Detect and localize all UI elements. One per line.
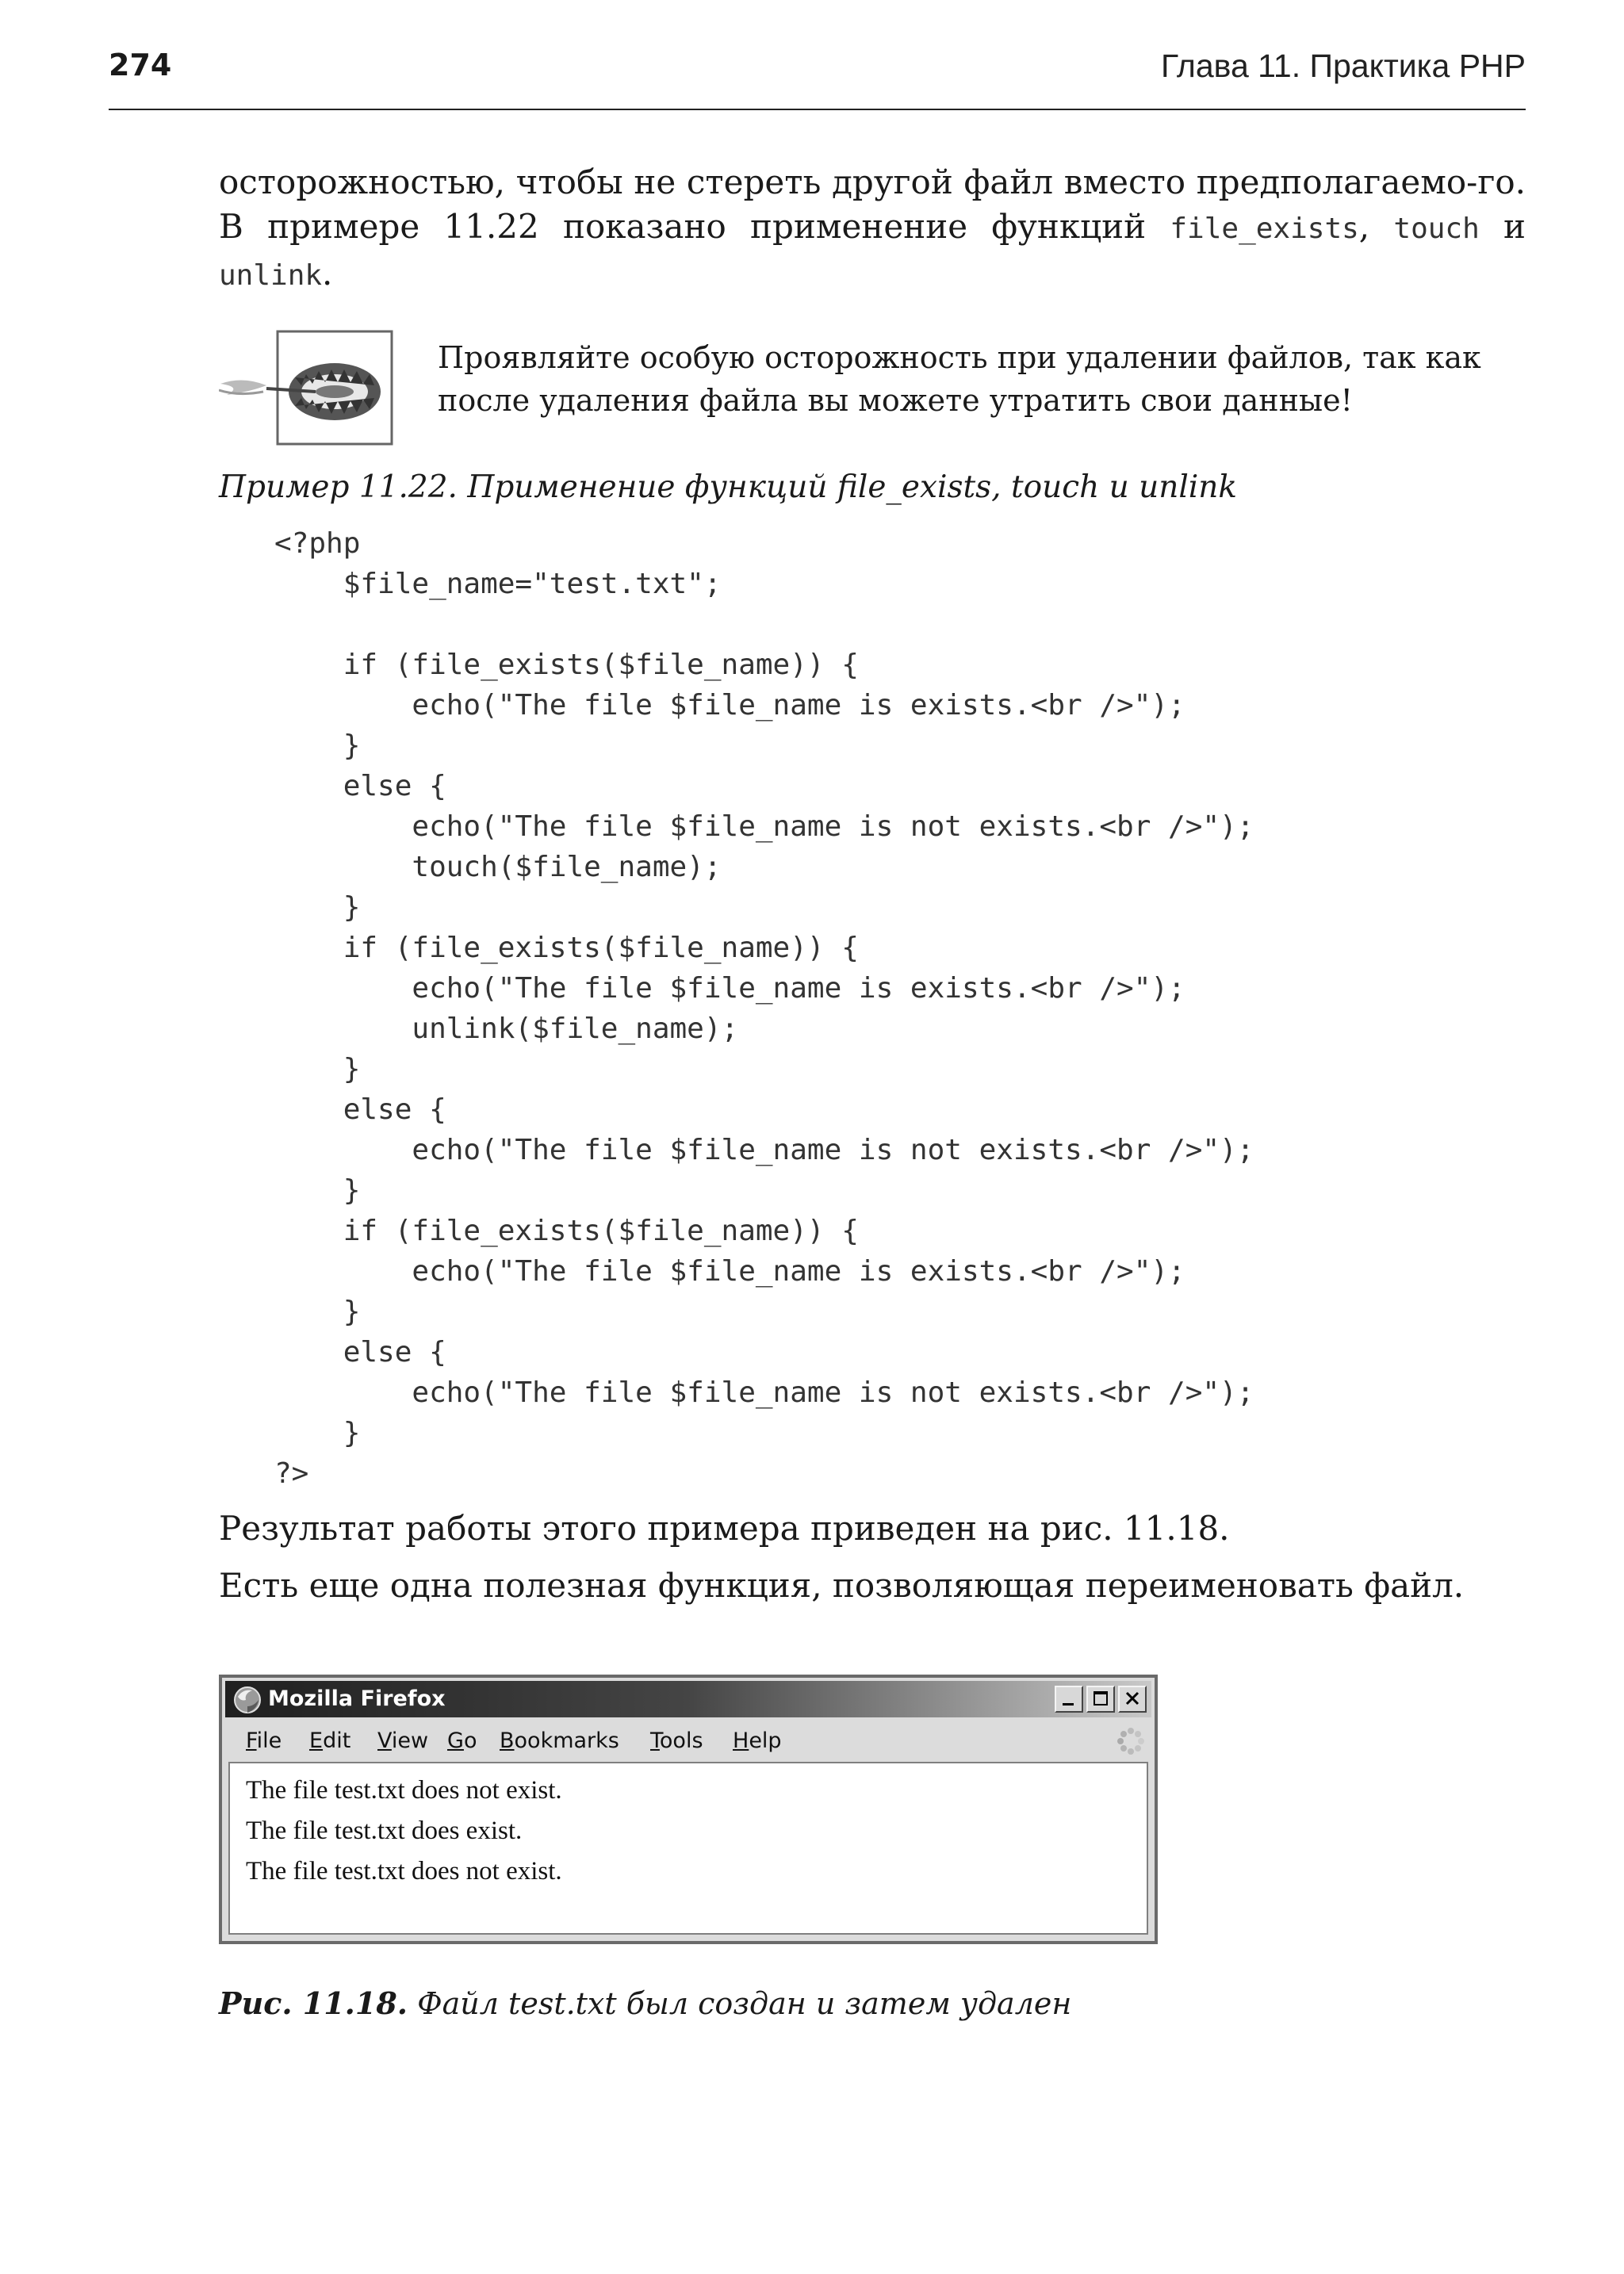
code-line: <?php xyxy=(274,527,361,560)
inline-code-unlink: unlink xyxy=(219,259,323,292)
code-line: echo("The file $file_name is not exists.<br />"); xyxy=(274,1376,1254,1409)
close-button[interactable] xyxy=(1118,1686,1147,1713)
figure-caption xyxy=(219,1985,1071,2021)
intro-text: осторожностью, чтобы не стереть другой файл вместо предполагаемо-го. В примере 11.22 показано применение функций xyxy=(219,163,1526,246)
figure-label: Рис. 11.18. xyxy=(219,1985,408,2021)
result-paragraph: Результат работы этого примера приведен на рис. 11.18. xyxy=(219,1509,1230,1548)
code-line: if (file_exists($file_name)) { xyxy=(274,649,859,681)
code-line xyxy=(274,604,1254,645)
close-icon xyxy=(1120,1687,1145,1711)
menu-edit[interactable]: Edit xyxy=(309,1728,351,1753)
menu-help[interactable]: Help xyxy=(733,1728,782,1753)
warning-text: Проявляйте особую осторожность при удалении файлов, так как после удаления файла вы можете утратить свои данные! xyxy=(438,340,1481,418)
maximize-icon xyxy=(1088,1687,1113,1711)
code-line: if (file_exists($file_name)) { xyxy=(274,1215,859,1247)
intro-end: . xyxy=(322,254,333,293)
code-line: if (file_exists($file_name)) { xyxy=(274,932,859,964)
menu-bar xyxy=(225,1721,1151,1759)
example-caption: Пример 11.22. Применение функций file_exists, touch и unlink xyxy=(219,469,1238,505)
code-line: } xyxy=(274,1417,361,1449)
code-listing xyxy=(274,523,1254,1494)
code-line: echo("The file $file_name is not exists.<br />"); xyxy=(274,810,1254,843)
header-rule xyxy=(109,109,1526,110)
window-title: Mozilla Firefox xyxy=(268,1686,446,1711)
code-line: echo("The file $file_name is exists.<br />"); xyxy=(274,1255,1185,1288)
maximize-button[interactable] xyxy=(1086,1686,1115,1713)
code-line: echo("The file $file_name is exists.<br />"); xyxy=(274,689,1185,722)
menu-bookmarks[interactable]: Bookmarks xyxy=(500,1728,619,1753)
page-number: 274 xyxy=(109,48,172,82)
bear-trap-icon xyxy=(219,328,395,447)
code-line: ?> xyxy=(274,1457,309,1490)
code-line: $file_name="test.txt"; xyxy=(274,568,722,600)
code-line: } xyxy=(274,1296,361,1328)
output-line: The file test.txt does not exist. xyxy=(246,1776,562,1805)
minimize-button[interactable] xyxy=(1055,1686,1083,1713)
inline-code-touch: touch xyxy=(1393,212,1480,245)
firefox-logo-icon xyxy=(233,1686,262,1714)
intro-paragraph xyxy=(219,160,1526,298)
code-line: } xyxy=(274,1174,361,1207)
intro-separator: , xyxy=(1358,207,1394,246)
code-line: else { xyxy=(274,770,446,802)
code-line: else { xyxy=(274,1336,446,1369)
code-line: } xyxy=(274,1053,361,1085)
running-head: Глава 11. Практика PHP xyxy=(1161,48,1526,84)
code-line: } xyxy=(274,729,361,762)
window-controls xyxy=(1055,1686,1147,1713)
title-bar xyxy=(225,1681,1151,1717)
minimize-icon xyxy=(1056,1687,1082,1711)
menu-file[interactable]: File xyxy=(246,1728,282,1753)
throbber-icon xyxy=(1116,1727,1145,1755)
code-line: echo("The file $file_name is not exists.<br />"); xyxy=(274,1134,1254,1166)
code-line: } xyxy=(274,891,361,924)
code-line: echo("The file $file_name is exists.<br />"); xyxy=(274,972,1185,1005)
menu-view[interactable]: View xyxy=(377,1728,429,1753)
rename-paragraph: Есть еще одна полезная функция, позволяющая переименовать файл. xyxy=(219,1566,1465,1605)
menu-go[interactable]: Go xyxy=(447,1728,477,1753)
menu-tools[interactable]: Tools xyxy=(650,1728,703,1753)
output-line: The file test.txt does not exist. xyxy=(246,1857,562,1885)
code-line: else { xyxy=(274,1093,446,1126)
code-line: unlink($file_name); xyxy=(274,1013,739,1045)
intro-separator: и xyxy=(1479,207,1526,246)
output-line: The file test.txt does exist. xyxy=(246,1817,523,1845)
figure-caption-text: Файл test.txt был создан и затем удален xyxy=(408,1986,1072,2021)
inline-code-file-exists: file_exists xyxy=(1170,212,1359,245)
browser-content-area xyxy=(228,1762,1148,1935)
code-line: touch($file_name); xyxy=(274,851,722,883)
browser-window-screenshot xyxy=(219,1675,1158,1944)
